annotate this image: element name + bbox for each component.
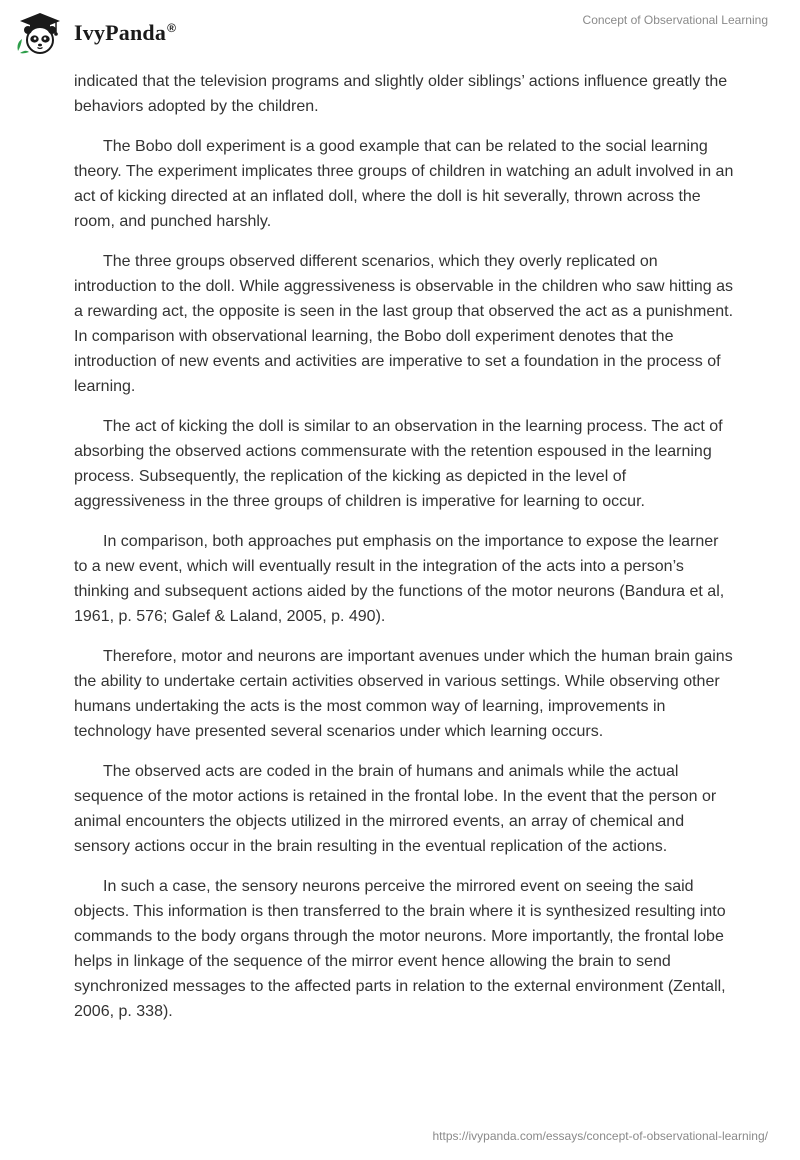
brand-logo[interactable]	[14, 8, 176, 56]
paragraph-continued: indicated that the television programs and slightly older siblings’ actions influence greatly the behaviors adopted by the children.	[74, 73, 728, 115]
paragraph: The observed acts are coded in the brain of humans and animals while the actual sequence of the motor actions is retained in the frontal lobe. In the event that the person or animal encounters the objects utilized in the mirrored events, an array of chemical and sensory actions occur in the brain resulting in the eventual replication of the actions.	[74, 763, 717, 855]
page-header	[0, 0, 800, 64]
paragraph: The Bobo doll experiment is a good example that can be related to the social learning theory. The experiment implicates three groups of children in watching an adult involved in an act of kicking directed at an inflated doll, where the doll is hit severally, thrown across the room, and punched harshly.	[74, 138, 734, 230]
essay-body	[74, 69, 734, 1039]
paragraph: The three groups observed different scenarios, which they overly replicated on introduction to the doll. While aggressiveness is observable in the children who saw hitting as a rewarding act, the opposite is seen in the last group that observed the act as a punishment. In comparison with observational learning, the Bobo doll experiment denotes that the introduction of new events and activities are imperative to set a foundation in the process of learning.	[74, 253, 734, 395]
document-title: Concept of Observational Learning	[582, 13, 768, 27]
panda-logo-icon	[14, 9, 66, 55]
paragraph: The act of kicking the doll is similar to an observation in the learning process. The act of absorbing the observed actions commensurate with the retention espoused in the learning process. Subsequently, the replication of the kicking as depicted in the level of aggressiveness in the three groups of children is imperative for learning to occur.	[74, 418, 723, 510]
brand-name: IvyPanda®	[74, 20, 177, 45]
paragraph: In such a case, the sensory neurons perceive the mirrored event on seeing the said objects. This information is then transferred to the brain where it is synthesized resulting into commands to the body organs through the motor neurons. More importantly, the frontal lobe helps in linkage of the sequence of the mirror event hence allowing the brain to send synchronized messages to the affected parts in relation to the external environment (Zentall, 2006, p. 338).	[74, 878, 726, 1020]
registered-mark: ®	[167, 20, 177, 35]
paragraph: In comparison, both approaches put emphasis on the importance to expose the learner to a new event, which will eventually result in the integration of the acts into a person’s thinking and subsequent actions aided by the functions of the motor neurons (Bandura et al, 1961, p. 576; Galef & Laland, 2005, p. 490).	[74, 533, 725, 625]
paragraph: Therefore, motor and neurons are important avenues under which the human brain gains the ability to undertake certain activities observed in various settings. While observing other humans undertaking the acts is the most common way of learning, improvements in technology have presented several scenarios under which learning occurs.	[74, 648, 733, 740]
source-url[interactable]: https://ivypanda.com/essays/concept-of-observational-learning/	[432, 1129, 768, 1143]
